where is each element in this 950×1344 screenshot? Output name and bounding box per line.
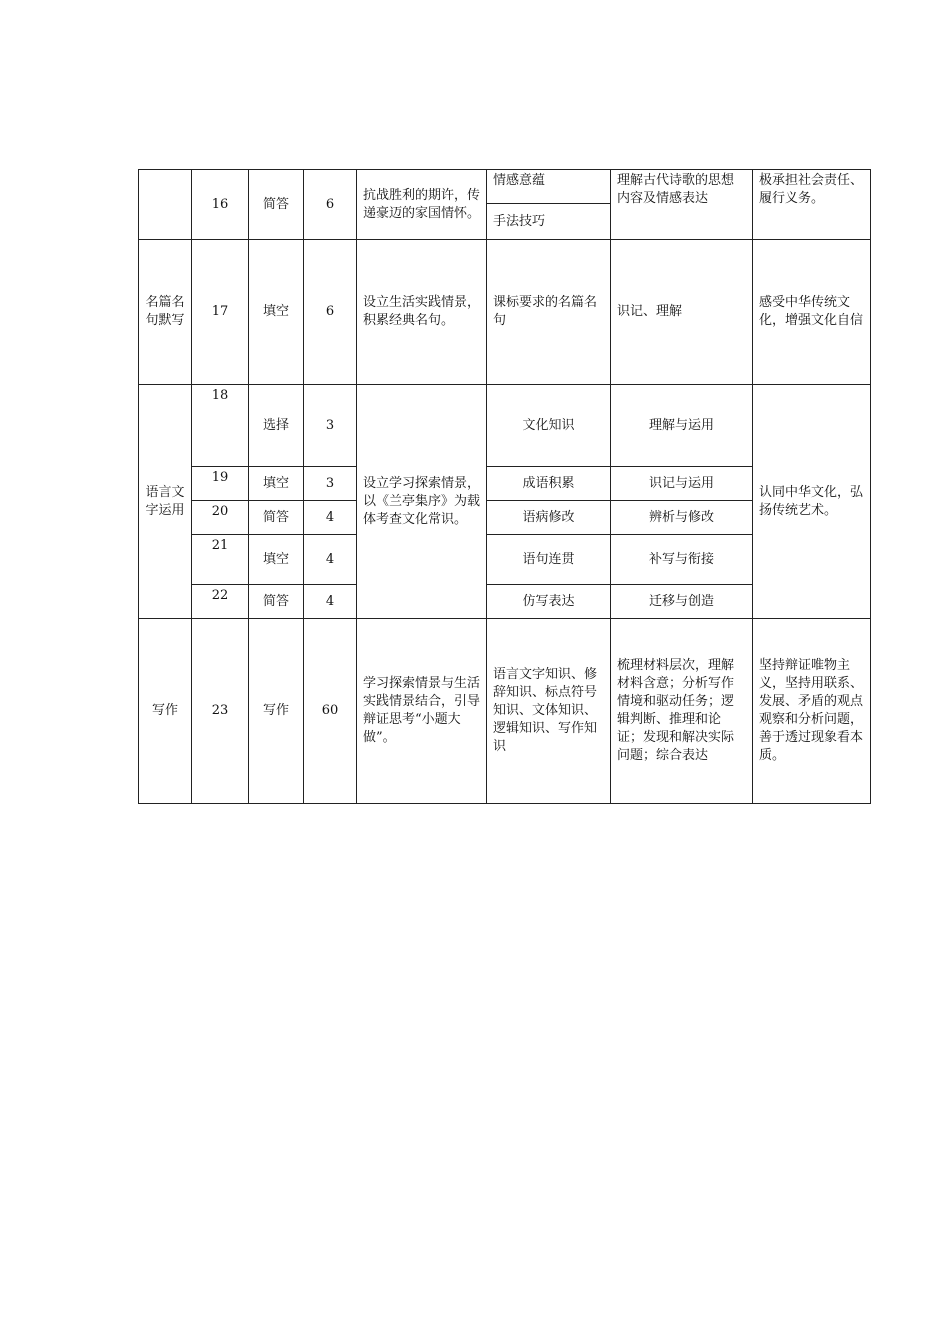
literacy-cell: 认同中华文化，弘扬传统艺术。: [753, 385, 871, 619]
question-type: 填空: [249, 467, 304, 501]
question-type: 填空: [249, 535, 304, 585]
question-score: 6: [304, 240, 357, 385]
table-row: [139, 385, 871, 467]
section-cell: 写作: [139, 619, 192, 804]
question-score: 4: [304, 585, 357, 619]
content-cell: 成语积累: [487, 467, 611, 501]
table-row: [139, 240, 871, 385]
question-type: 填空: [249, 240, 304, 385]
exam-spec-table: [138, 169, 871, 804]
section-cell: 名篇名句默写: [139, 240, 192, 385]
content-cell: 仿写表达: [487, 585, 611, 619]
ability-cell: 理解古代诗歌的思想内容及情感表达: [611, 170, 753, 240]
question-type: 简答: [249, 585, 304, 619]
question-number: 16: [192, 170, 249, 240]
question-number: 17: [192, 240, 249, 385]
question-type: 选择: [249, 385, 304, 467]
question-score: 4: [304, 501, 357, 535]
content-cell: 语言文字知识、修辞知识、标点符号知识、文体知识、逻辑知识、写作知识: [487, 619, 611, 804]
table-row: [139, 170, 871, 204]
literacy-cell: 坚持辩证唯物主义，坚持用联系、发展、矛盾的观点观察和分析问题，善于透过现象看本质。: [753, 619, 871, 804]
ability-cell: 梳理材料层次，理解材料含意；分析写作情境和驱动任务；逻辑判断、推理和论证；发现和解决实际问题；综合表达: [611, 619, 753, 804]
content-cell: 情感意蕴: [487, 170, 611, 204]
question-number: 22: [192, 585, 249, 619]
question-score: 6: [304, 170, 357, 240]
ability-cell: 识记、理解: [611, 240, 753, 385]
question-type: 简答: [249, 501, 304, 535]
question-type: 写作: [249, 619, 304, 804]
situation-cell: 设立生活实践情景，积累经典名句。: [357, 240, 487, 385]
question-score: 4: [304, 535, 357, 585]
literacy-cell: 极承担社会责任、履行义务。: [753, 170, 871, 240]
ability-cell: 补写与衔接: [611, 535, 753, 585]
literacy-cell: 感受中华传统文化，增强文化自信: [753, 240, 871, 385]
question-score: 3: [304, 467, 357, 501]
ability-cell: 识记与运用: [611, 467, 753, 501]
content-cell: 课标要求的名篇名句: [487, 240, 611, 385]
content-cell: 语病修改: [487, 501, 611, 535]
content-cell: 语句连贯: [487, 535, 611, 585]
content-cell: 文化知识: [487, 385, 611, 467]
question-score: 3: [304, 385, 357, 467]
question-score: 60: [304, 619, 357, 804]
ability-cell: 理解与运用: [611, 385, 753, 467]
table-row: [139, 619, 871, 804]
question-number: 19: [192, 467, 249, 501]
situation-cell: 学习探索情景与生活实践情景结合，引导辩证思考“小题大做”。: [357, 619, 487, 804]
question-number: 20: [192, 501, 249, 535]
situation-cell: 设立学习探索情景，以《兰亭集序》为载体考查文化常识。: [357, 385, 487, 619]
question-type: 简答: [249, 170, 304, 240]
question-number: 21: [192, 535, 249, 585]
question-number: 23: [192, 619, 249, 804]
content-cell: 手法技巧: [487, 204, 611, 240]
situation-cell: 抗战胜利的期许，传递豪迈的家国情怀。: [357, 170, 487, 240]
section-cell: [139, 170, 192, 240]
section-cell: 语言文字运用: [139, 385, 192, 619]
question-number: 18: [192, 385, 249, 467]
ability-cell: 辨析与修改: [611, 501, 753, 535]
ability-cell: 迁移与创造: [611, 585, 753, 619]
